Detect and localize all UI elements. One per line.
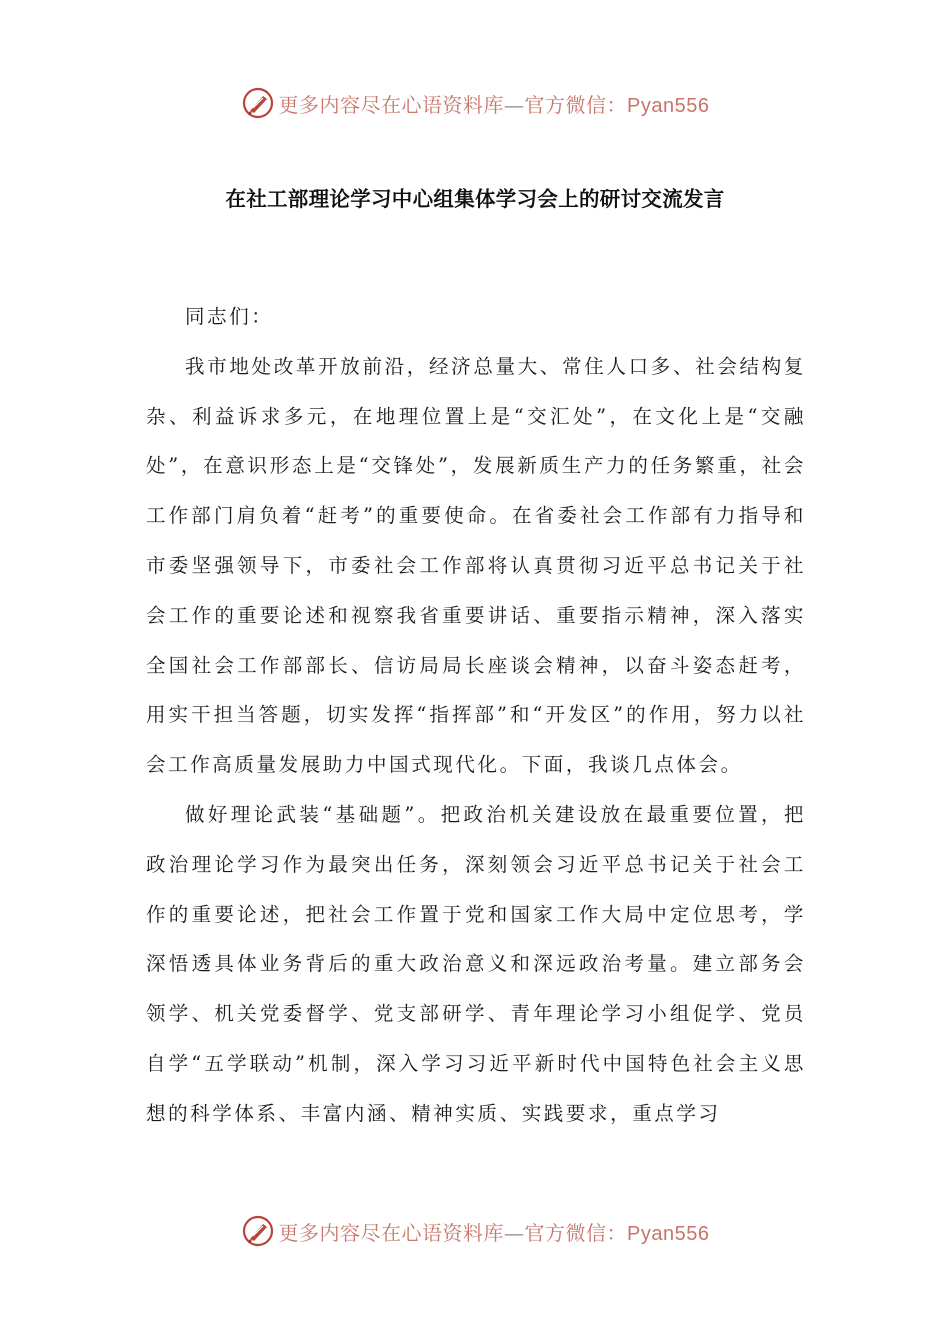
banner-text: 更多内容尽在心语资料库—官方微信：Pyan556 xyxy=(278,92,710,117)
greeting: 同志们： xyxy=(185,305,274,328)
document-title: 在社工部理论学习中心组集体学习会上的研讨交流发言 xyxy=(225,187,725,211)
pen-nib-logo-icon xyxy=(241,1214,275,1248)
footer-watermark-banner xyxy=(0,1211,950,1251)
body-paragraph: 做好理论武装“基础题”。把政治机关建设放在最重要位置，把政治理论学习作为最突出任务，深刻领会习近平总书记关于社会工作的重要论述，把社会工作置于党和国家工作大局中定位思考，学深悟透具体业务背后的重大政治意义和深远政治考量。建立部务会领学、机关党委督学、党支部研学、青年理论学习小组促学、党员自学“五学联动”机制，深入学习习近平新时代中国特色社会主义思想的科学体系、丰富内涵、精神实质、实践要求，重点学习 xyxy=(146,802,806,1125)
header-watermark-banner xyxy=(0,83,950,123)
document-body xyxy=(146,292,806,1139)
pen-nib-logo-icon xyxy=(241,86,275,120)
banner-text: 更多内容尽在心语资料库—官方微信：Pyan556 xyxy=(278,1220,710,1245)
body-paragraph: 我市地处改革开放前沿，经济总量大、常住人口多、社会结构复杂、利益诉求多元，在地理位置上是“交汇处”，在文化上是“交融处”，在意识形态上是“交锋处”，发展新质生产力的任务繁重，社会工作部门肩负着“赶考”的重要使命。在省委社会工作部有力指导和市委坚强领导下，市委社会工作部将认真贯彻习近平总书记关于社会工作的重要论述和视察我省重要讲话、重要指示精神，深入落实全国社会工作部部长、信访局局长座谈会精神，以奋斗姿态赶考，用实干担当答题，切实发挥“指挥部”和“开发区”的作用，努力以社会工作高质量发展助力中国式现代化。下面，我谈几点体会。 xyxy=(146,354,806,777)
